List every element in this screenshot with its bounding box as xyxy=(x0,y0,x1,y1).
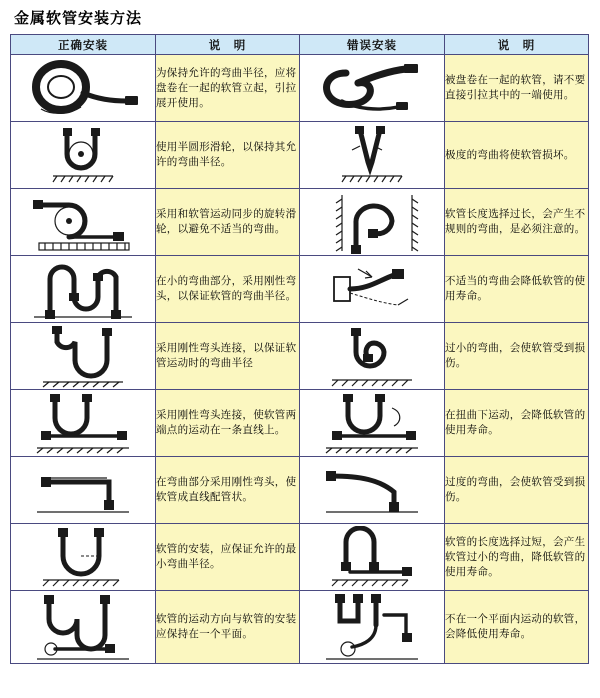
description-text: 在小的弯曲部分，采用刚性弯头，以保证软管的弯曲半径。 xyxy=(156,256,300,323)
straight-pipe-elbow-icon xyxy=(11,457,156,524)
description-text: 不适当的弯曲会降低软管的使用寿命。 xyxy=(445,256,589,323)
table-header-row xyxy=(11,35,589,55)
description-text: 极度的弯曲将使软管损坏。 xyxy=(445,122,589,189)
description-text: 采用刚性弯头连接，使软管两端点的运动在一条直线上。 xyxy=(156,390,300,457)
rigid-elbow-u-connection-icon xyxy=(11,323,156,390)
tight-bend-icon xyxy=(300,323,445,390)
table-row xyxy=(11,524,589,591)
coiled-hose-pulled-illustration xyxy=(312,57,432,119)
sharp-v-bend-illustration xyxy=(312,124,432,186)
out-of-plane-motion-icon xyxy=(300,591,445,664)
coiled-hose-illustration xyxy=(23,57,143,119)
rigid-elbow-u-connection-illustration xyxy=(23,324,143,388)
rigid-elbow-straight-line-illustration xyxy=(21,392,145,454)
minimum-bend-radius-icon xyxy=(11,524,156,591)
tight-bend-illustration xyxy=(312,324,432,388)
same-plane-motion-icon xyxy=(11,591,156,664)
table-row xyxy=(11,189,589,256)
table-row xyxy=(11,390,589,457)
improper-bend-illustration xyxy=(312,259,432,319)
chain-rotating-pulley-icon xyxy=(11,189,156,256)
u-bend-pulley-icon xyxy=(11,122,156,189)
description-text: 过小的弯曲，会使软管受到损伤。 xyxy=(445,323,589,390)
table-row xyxy=(11,591,589,664)
installation-methods-table xyxy=(10,34,589,664)
over-length-bend-illustration xyxy=(310,526,434,588)
torsion-bend-icon xyxy=(300,390,445,457)
description-text: 在扭曲下运动，会降低软管的使用寿命。 xyxy=(445,390,589,457)
irregular-loop-icon xyxy=(300,189,445,256)
description-text: 软管长度选择过长，会产生不规则的弯曲，是必须注意的。 xyxy=(445,189,589,256)
rigid-elbow-small-bend-illustration xyxy=(20,257,146,321)
table-row xyxy=(11,55,589,122)
u-bend-pulley-illustration xyxy=(23,124,143,186)
description-text: 为保持允许的弯曲半径，应将盘卷在一起的软管立起，引拉展开使用。 xyxy=(156,55,300,122)
header-description-1: 说 明 xyxy=(156,35,300,55)
rigid-elbow-straight-line-icon xyxy=(11,390,156,457)
sharp-v-bend-icon xyxy=(300,122,445,189)
header-wrong-install: 错误安装 xyxy=(300,35,445,55)
table-row xyxy=(11,457,589,524)
description-text: 不在一个平面内运动的软管，会降低使用寿命。 xyxy=(445,591,589,664)
description-text: 软管的安装，应保证允许的最小弯曲半径。 xyxy=(156,524,300,591)
out-of-plane-motion-illustration xyxy=(310,591,434,663)
header-description-2: 说 明 xyxy=(445,35,589,55)
chain-rotating-pulley-illustration xyxy=(19,191,147,253)
description-text: 过度的弯曲，会使软管受到损伤。 xyxy=(445,457,589,524)
excessive-bend-illustration xyxy=(310,462,434,518)
table-row xyxy=(11,323,589,390)
straight-pipe-elbow-illustration xyxy=(21,462,145,518)
rigid-elbow-small-bend-icon xyxy=(11,256,156,323)
table-row xyxy=(11,122,589,189)
description-text: 软管的长度选择过短，会产生软管过小的弯曲，降低软管的使用寿命。 xyxy=(445,524,589,591)
description-text: 软管的运动方向与软管的安装应保持在一个平面。 xyxy=(156,591,300,664)
irregular-loop-illustration xyxy=(312,189,432,255)
improper-bend-icon xyxy=(300,256,445,323)
description-text: 被盘卷在一起的软管，请不要直接引拉其中的一端使用。 xyxy=(445,55,589,122)
same-plane-motion-illustration xyxy=(21,591,145,663)
description-text: 在弯曲部分采用刚性弯头，使软管成直线配管状。 xyxy=(156,457,300,524)
description-text: 采用和软管运动同步的旋转滑轮，以避免不适当的弯曲。 xyxy=(156,189,300,256)
excessive-bend-icon xyxy=(300,457,445,524)
page-title: 金属软管安装方法 xyxy=(14,9,143,27)
minimum-bend-radius-illustration xyxy=(21,526,145,588)
coiled-hose-icon xyxy=(11,55,156,122)
torsion-bend-illustration xyxy=(310,392,434,454)
over-length-bend-icon xyxy=(300,524,445,591)
description-text: 采用刚性弯头连接，以保证软管运动时的弯曲半径 xyxy=(156,323,300,390)
description-text: 使用半圆形滑轮，以保持其允许的弯曲半径。 xyxy=(156,122,300,189)
table-row xyxy=(11,256,589,323)
header-correct-install: 正确安装 xyxy=(11,35,156,55)
coiled-hose-pulled-icon xyxy=(300,55,445,122)
